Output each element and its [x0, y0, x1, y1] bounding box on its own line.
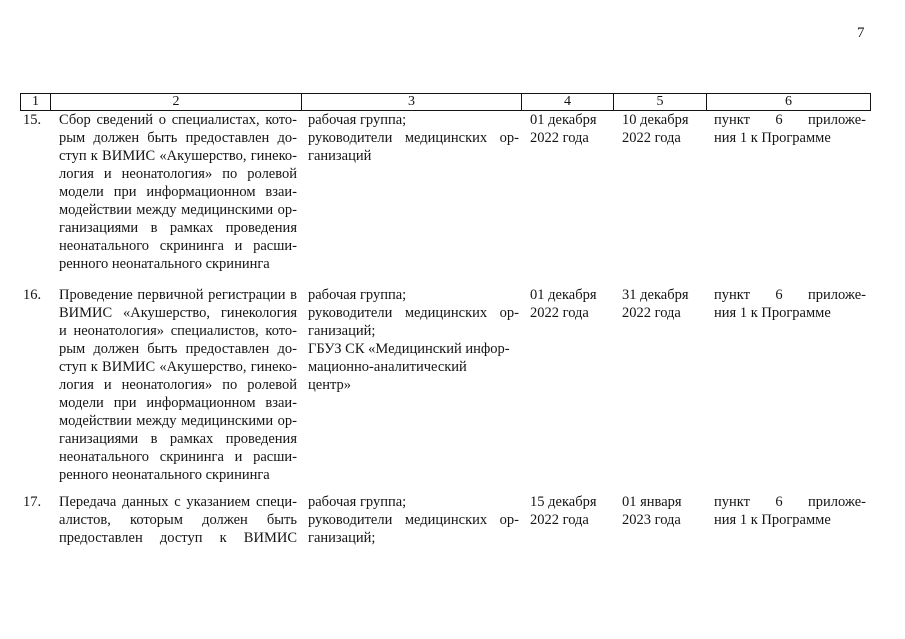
basis-reference: [714, 493, 866, 529]
start-date: [530, 286, 612, 322]
task-description: [59, 493, 297, 547]
task-description-line: Передача данных с указанием специ-: [59, 494, 297, 510]
task-description-line: модели при информационном взаи-: [59, 395, 297, 411]
responsible-parties-line: рабочая группа;: [308, 494, 407, 510]
task-description-line: ступ к ВИМИС «Акушерство, гинеко-: [59, 148, 297, 164]
task-description-line: ренного неонатального скрининга: [59, 467, 270, 483]
task-description-line: модействии между медицинскими ор-: [59, 413, 297, 429]
table-header-row: [20, 93, 871, 111]
responsible-parties-line: мационно-аналитический: [308, 359, 467, 375]
responsible-parties-line: руководители медицинских ор-: [308, 305, 519, 321]
basis-reference-line: ния 1 к Программе: [714, 130, 831, 146]
task-description-line: Проведение первичной регистрации в: [59, 287, 297, 303]
task-description-line: Сбор сведений о специалистах, кото-: [59, 112, 297, 128]
start-date-line: 2022 года: [530, 512, 589, 528]
page-number: 7: [857, 25, 865, 41]
header-cell-1: 1: [21, 94, 51, 110]
end-date: [622, 111, 704, 147]
basis-reference: [714, 111, 866, 147]
task-description-line: ганизациями в рамках проведения: [59, 431, 297, 447]
header-cell-3: 3: [302, 94, 522, 110]
basis-reference-line: ния 1 к Программе: [714, 512, 831, 528]
end-date-line: 2022 года: [622, 130, 681, 146]
task-description-line: рым должен быть предоставлен до-: [59, 130, 297, 146]
start-date-line: 2022 года: [530, 305, 589, 321]
end-date-line: 2023 года: [622, 512, 681, 528]
responsible-parties: [308, 493, 519, 547]
responsible-parties-line: ганизаций;: [308, 530, 376, 546]
task-description: [59, 111, 297, 273]
task-description-line: ВИМИС «Акушерство, гинекология: [59, 305, 297, 321]
end-date-line: 31 декабря: [622, 287, 689, 303]
task-description-line: неонатального скрининга и расши-: [59, 449, 297, 465]
task-description-line: ступ к ВИМИС «Акушерство, гинеко-: [59, 359, 297, 375]
basis-reference-line: ния 1 к Программе: [714, 305, 831, 321]
start-date-line: 01 декабря: [530, 112, 597, 128]
task-description-line: ренного неонатального скрининга: [59, 256, 270, 272]
start-date: [530, 493, 612, 529]
task-description-line: неонатального скрининга и расши-: [59, 238, 297, 254]
task-description-line: логия и неонатология» по ролевой: [59, 166, 297, 182]
responsible-parties-line: центр»: [308, 377, 351, 393]
end-date-line: 2022 года: [622, 305, 681, 321]
start-date-line: 15 декабря: [530, 494, 597, 510]
task-description-line: предоставлен доступ к ВИМИС: [59, 530, 297, 546]
header-cell-5: 5: [614, 94, 707, 110]
responsible-parties-line: руководители медицинских ор-: [308, 512, 519, 528]
responsible-parties-line: ГБУЗ СК «Медицинский инфор-: [308, 341, 510, 357]
end-date-line: 10 декабря: [622, 112, 689, 128]
start-date-line: 2022 года: [530, 130, 589, 146]
header-cell-2: 2: [51, 94, 302, 110]
task-description-line: алистов, которым должен быть: [59, 512, 297, 528]
responsible-parties: [308, 286, 519, 394]
end-date: [622, 286, 704, 322]
header-cell-4: 4: [522, 94, 614, 110]
task-description-line: модействии между медицинскими ор-: [59, 202, 297, 218]
header-cell-6: 6: [785, 94, 792, 109]
responsible-parties-line: ганизаций;: [308, 323, 376, 339]
row-number: 17.: [23, 494, 42, 510]
responsible-parties-line: рабочая группа;: [308, 287, 407, 303]
basis-reference-line: пункт 6 приложе-: [714, 287, 866, 303]
row-number: 16.: [23, 287, 42, 303]
task-description-line: рым должен быть предоставлен до-: [59, 341, 297, 357]
responsible-parties-line: ганизаций: [308, 148, 372, 164]
task-description-line: модели при информационном взаи-: [59, 184, 297, 200]
basis-reference-line: пункт 6 приложе-: [714, 494, 866, 510]
row-number: 15.: [23, 112, 42, 128]
start-date: [530, 111, 612, 147]
task-description-line: ганизациями в рамках проведения: [59, 220, 297, 236]
start-date-line: 01 декабря: [530, 287, 597, 303]
task-description: [59, 286, 297, 484]
task-description-line: и неонатология» специалистов, кото-: [59, 323, 297, 339]
task-description-line: логия и неонатология» по ролевой: [59, 377, 297, 393]
end-date-line: 01 января: [622, 494, 682, 510]
basis-reference-line: пункт 6 приложе-: [714, 112, 866, 128]
basis-reference: [714, 286, 866, 322]
responsible-parties-line: руководители медицинских ор-: [308, 130, 519, 146]
responsible-parties: [308, 111, 519, 165]
responsible-parties-line: рабочая группа;: [308, 112, 407, 128]
end-date: [622, 493, 704, 529]
